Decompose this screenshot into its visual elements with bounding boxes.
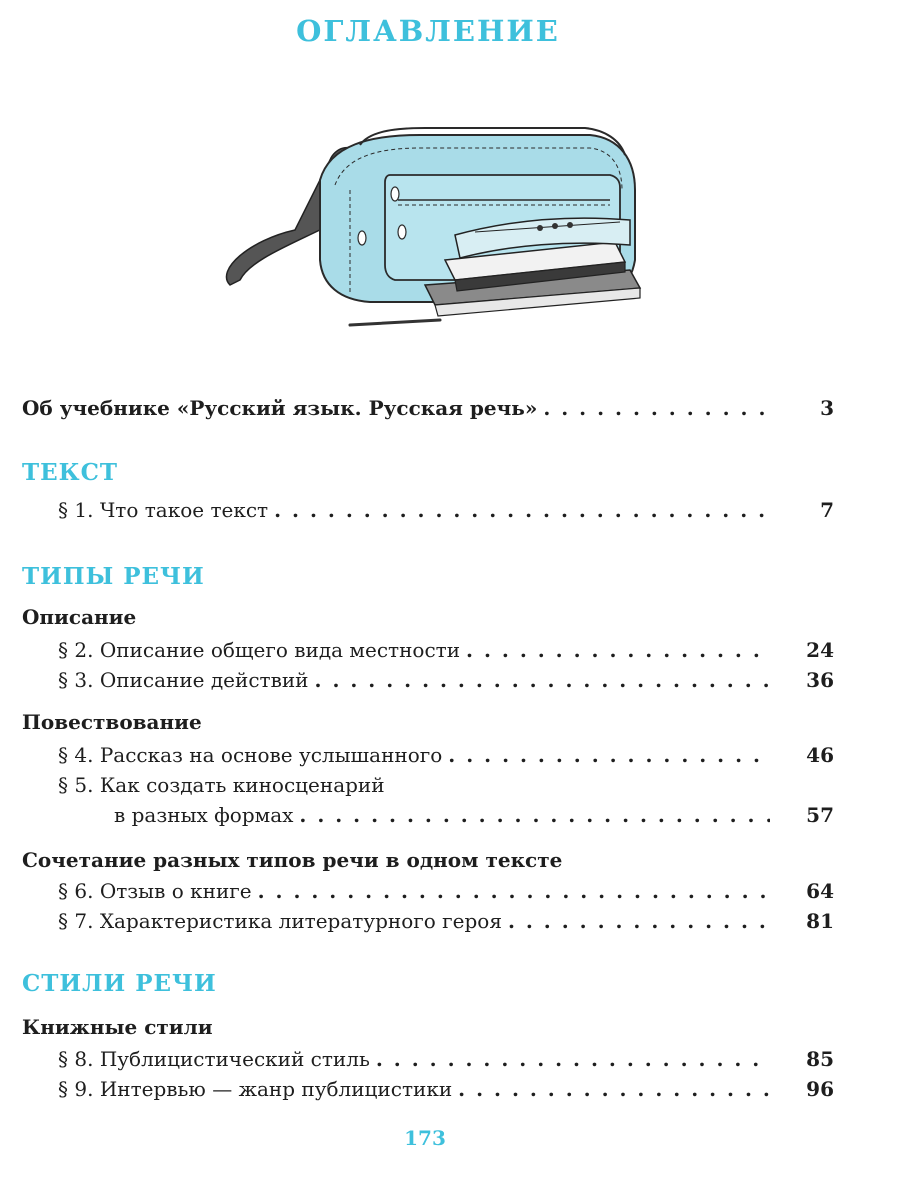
toc-entry-page: 36 [806, 668, 834, 692]
dot-leader [299, 803, 770, 827]
dot-leader [315, 668, 770, 692]
toc-entry-label: Описание действий [99, 668, 309, 692]
toc-entry-page: 57 [806, 803, 834, 827]
toc-entry-number: § 4. [58, 743, 94, 767]
page-number: 173 [404, 1126, 446, 1150]
toc-entry-intro[interactable] [22, 396, 834, 420]
toc-entry-label: Рассказ на основе услышанного [99, 743, 443, 767]
group-title-book-styles: Книжные стили [22, 1015, 213, 1039]
toc-entry-9[interactable] [58, 1077, 834, 1101]
toc-entry-page: 46 [806, 743, 834, 767]
toc-entry-3[interactable] [58, 668, 834, 692]
toc-entry-label-continued: в разных формах [114, 803, 294, 827]
toc-entry-number: § 2. [58, 638, 94, 662]
toc-entry-number: § 7. [58, 909, 94, 933]
dot-leader [508, 909, 770, 933]
toc-entry-number: § 1. [58, 498, 94, 522]
section-title-speech-types: ТИПЫ РЕЧИ [22, 563, 205, 590]
toc-entry-page: 7 [820, 498, 834, 522]
toc-entry-number: § 9. [58, 1077, 94, 1101]
toc-entry-number: § 5. [58, 773, 94, 797]
dot-leader [458, 1077, 770, 1101]
toc-entry-5[interactable] [114, 803, 834, 827]
toc-entry-1[interactable] [58, 498, 834, 522]
toc-entry-number: § 6. [58, 879, 94, 903]
toc-entry-page: 3 [820, 396, 834, 420]
toc-entry-8[interactable] [58, 1047, 834, 1071]
dot-leader [543, 396, 770, 420]
toc-entry-label: Об учебнике «Русский язык. Русская речь» [22, 396, 538, 420]
page-title: ОГЛАВЛЕНИЕ [296, 14, 560, 48]
group-title-description: Описание [22, 605, 137, 629]
toc-entry-label: Описание общего вида местности [99, 638, 461, 662]
section-title-speech-styles: СТИЛИ РЕЧИ [22, 970, 217, 997]
toc-entry-page: 85 [806, 1047, 834, 1071]
toc-entry-label: Характеристика литературного героя [99, 909, 502, 933]
toc-entry-number: § 3. [58, 668, 94, 692]
toc-entry-label: Интервью — жанр публицистики [99, 1077, 453, 1101]
section-title-text: ТЕКСТ [22, 459, 118, 486]
toc-entry-6[interactable] [58, 879, 834, 903]
toc-entry-label: Как создать киносценарий [99, 773, 385, 797]
dot-leader [376, 1047, 770, 1071]
toc-entry-page: 81 [806, 909, 834, 933]
dot-leader [466, 638, 770, 662]
toc-entry-page: 24 [806, 638, 834, 662]
group-title-combination: Сочетание разных типов речи в одном тексте [22, 848, 563, 872]
toc-entry-4[interactable] [58, 743, 834, 767]
toc-entry-2[interactable] [58, 638, 834, 662]
toc-entry-page: 64 [806, 879, 834, 903]
dot-leader [258, 879, 770, 903]
toc-entry-label: Что такое текст [99, 498, 269, 522]
group-title-narration: Повествование [22, 710, 202, 734]
toc-entry-5-first-line[interactable] [58, 773, 385, 797]
toc-entry-label: Отзыв о книге [99, 879, 252, 903]
dot-leader [274, 498, 770, 522]
toc-entry-number: § 8. [58, 1047, 94, 1071]
toc-entry-7[interactable] [58, 909, 834, 933]
toc-entry-page: 96 [806, 1077, 834, 1101]
dot-leader [448, 743, 770, 767]
toc-entry-label: Публицистический стиль [99, 1047, 370, 1071]
